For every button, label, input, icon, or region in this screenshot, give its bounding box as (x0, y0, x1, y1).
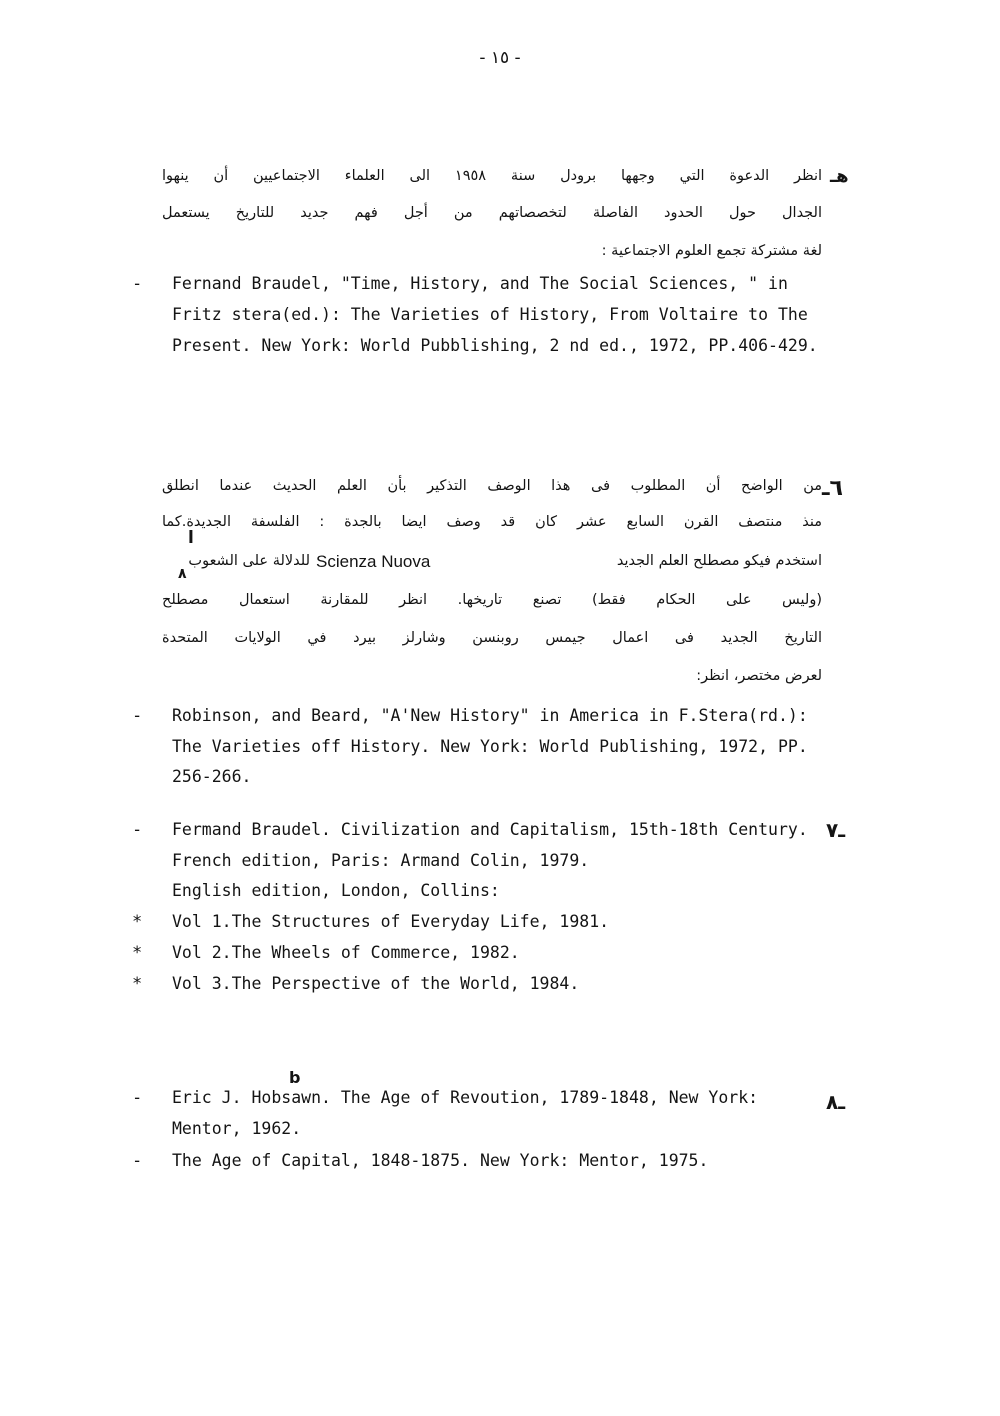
note6-arabic-line-2: منذ منتصف القرن السابع عشر كان قد وصف ايضا بالجدة : الفلسفة الجديدة.كما (162, 514, 822, 530)
note8-ref-line-1: Eric J. Hobsawn. The Age of Revoution, 1789-1848, New York: (172, 1088, 759, 1107)
note5-marker: ه‍ـ (830, 166, 849, 187)
note6-arabic-line-3-end: للدلالة على الشعوب (188, 553, 310, 569)
note6-marker: ٦ـ (822, 476, 843, 501)
volume-bullet: * (132, 912, 143, 932)
volume-entry: Vol 2.The Wheels of Commerce, 1982. (172, 943, 520, 962)
note6-arabic-line-1: من الواضح أن المطلوب فى هذا الوصف التذكير بأن العلم الحديث عندما انطلق (162, 478, 822, 494)
volume-bullet: * (132, 974, 143, 994)
handwritten-insert: ا (188, 528, 194, 548)
note7-marker: ـ٧ (826, 818, 846, 842)
note5-ref-line-1: Fernand Braudel, "Time, History, and The Social Sciences, " in (172, 274, 788, 293)
note8-ref-line-3: The Age of Capital, 1848-1875. New York: Mentor, 1975. (172, 1151, 709, 1170)
note5-ref-line-3: Present. New York: World Pubblishing, 2 nd ed., 1972, PP.406-429. (172, 336, 818, 355)
volume-entry: Vol 3.The Perspective of the World, 1984. (172, 974, 580, 993)
note5-arabic-line-3: لغة مشتركة تجمع العلوم الاجتماعية : (601, 243, 822, 259)
note6-ref-line-1: Robinson, and Beard, "A'New History" in America in F.Stera(rd.): (172, 706, 808, 725)
note7-ref-line-1: Fermand Braudel. Civilization and Capitalism, 15th-18th Century. (172, 820, 808, 839)
note6-ref-bullet: - (132, 706, 143, 726)
note6-arabic-line-6: لعرض مختصر، انظر: (696, 668, 822, 684)
note5-ref-line-2: Fritz stera(ed.): The Varieties of History, From Voltaire to The (172, 305, 808, 324)
note7-ref-line-2: French edition, Paris: Armand Colin, 1979. (172, 851, 590, 870)
note6-latin-term: Scienza Nuova (316, 552, 431, 571)
note8-ref-line-2: Mentor, 1962. (172, 1119, 302, 1138)
note5-arabic-line-2: الجدال حول الحدود الفاصلة لتخصصاتهم من أجل فهم جديد للتاريخ يستعمل (162, 205, 822, 221)
note6-ref-line-3: 256-266. (172, 767, 252, 786)
note8-ref-bullet: - (132, 1088, 143, 1108)
note5-ref-bullet: - (132, 274, 143, 294)
volume-bullet: * (132, 943, 143, 963)
volume-entry: Vol 1.The Structures of Everyday Life, 1981. (172, 912, 610, 931)
note8-ref-bullet: - (132, 1151, 143, 1171)
handwritten-mark: b (289, 1068, 301, 1087)
note6-ref-line-2: The Varieties off History. New York: World Publishing, 1972, PP. (172, 737, 808, 756)
page-number: - ١٥ - (479, 48, 521, 68)
note8-marker: ـ٨ (826, 1090, 846, 1114)
note6-arabic-line-5: التاريخ الجديد فى اعمال جيمس روبنسن وشارلز بيرد في الولايات المتحدة (162, 630, 822, 646)
note7-ref-line-3: English edition, London, Collins: (172, 881, 500, 900)
note5-arabic-line-1: انظر الدعوة التي وجهها برودل سنة ١٩٥٨ الى العلماء الاجتماعيين أن ينهوا (162, 168, 823, 184)
note7-ref-bullet: - (132, 820, 143, 840)
note6-arabic-line-3: استخدم فيكو مصطلح العلم الجديد (616, 553, 822, 569)
handwritten-caret: ٨ (178, 566, 187, 582)
note6-arabic-line-4: (وليس على الحكام فقط) تصنع تاريخها. انظر للمقارنة استعمال مصطلح (162, 592, 822, 608)
